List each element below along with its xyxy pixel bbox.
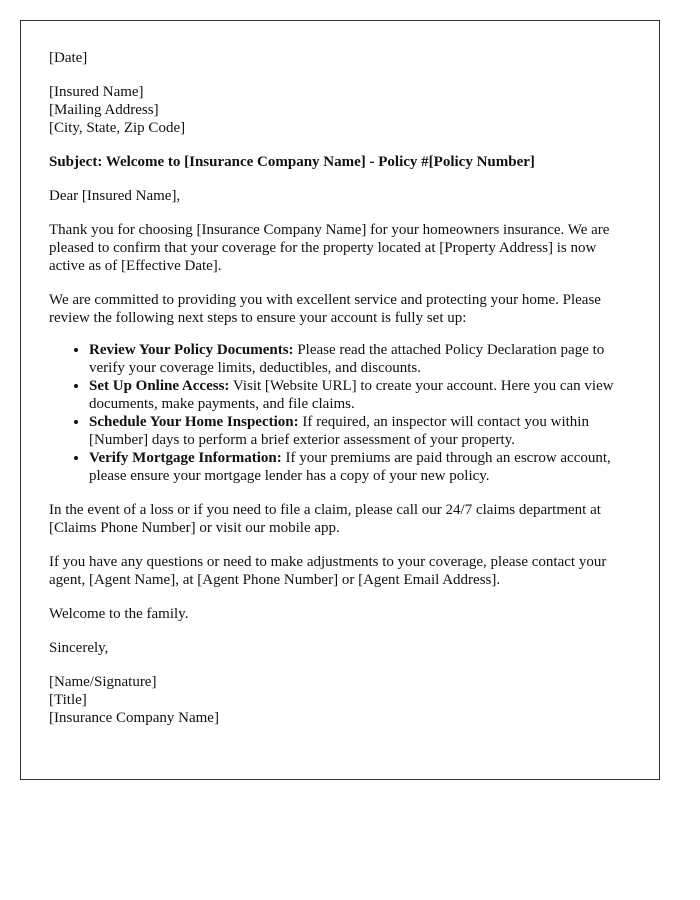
recipient-city-state-zip: [City, State, Zip Code] xyxy=(49,120,186,136)
closing: Sincerely, xyxy=(49,640,109,656)
step-text: Visit [Website URL] to create your account. Here you can view documents, make payments, and file claims. xyxy=(89,378,614,412)
signature-block xyxy=(49,673,631,727)
recipient-mailing-address: [Mailing Address] xyxy=(49,102,159,118)
step-title: Verify Mortgage Information: xyxy=(89,450,282,466)
step-text: If your premiums are paid through an escrow account, please ensure your mortgage lender has a copy of your new policy. xyxy=(89,450,611,484)
next-steps-list xyxy=(49,341,631,485)
signature-name: [Name/Signature] xyxy=(49,674,157,690)
recipient-address-block xyxy=(49,83,631,137)
salutation: Dear [Insured Name], xyxy=(49,188,181,204)
welcome-paragraph: Welcome to the family. xyxy=(49,606,189,622)
intro-paragraph: Thank you for choosing [Insurance Company Name] for your homeowners insurance. We are pleased to confirm that your coverage for the property located at [Property Address] is now active as of [Effective Date]. xyxy=(49,222,610,274)
signature-title: [Title] xyxy=(49,692,87,708)
list-item xyxy=(89,377,631,413)
next-steps-intro-paragraph: We are committed to providing you with excellent service and protecting your home. Please review the following next steps to ensure your account is fully set up: xyxy=(49,292,601,326)
step-title: Review Your Policy Documents: xyxy=(89,342,294,358)
claims-paragraph: In the event of a loss or if you need to file a claim, please call our 24/7 claims department at [Claims Phone Number] or visit our mobile app. xyxy=(49,502,601,536)
subject-line: Subject: Welcome to [Insurance Company Name] - Policy #[Policy Number] xyxy=(49,154,535,170)
agent-contact-paragraph: If you have any questions or need to make adjustments to your coverage, please contact your agent, [Agent Name], at [Agent Phone Number] or [Agent Email Address]. xyxy=(49,554,607,588)
list-item xyxy=(89,341,631,377)
step-text: If required, an inspector will contact you within [Number] days to perform a brief exterior assessment of your property. xyxy=(89,414,589,448)
list-item xyxy=(89,449,631,485)
step-title: Set Up Online Access: xyxy=(89,378,230,394)
letter-date: [Date] xyxy=(49,50,88,66)
letter-document xyxy=(20,20,660,780)
step-text: Please read the attached Policy Declaration page to verify your coverage limits, deductibles, and discounts. xyxy=(89,342,605,376)
recipient-name: [Insured Name] xyxy=(49,84,144,100)
signature-company: [Insurance Company Name] xyxy=(49,710,219,726)
list-item xyxy=(89,413,631,449)
step-title: Schedule Your Home Inspection: xyxy=(89,414,299,430)
